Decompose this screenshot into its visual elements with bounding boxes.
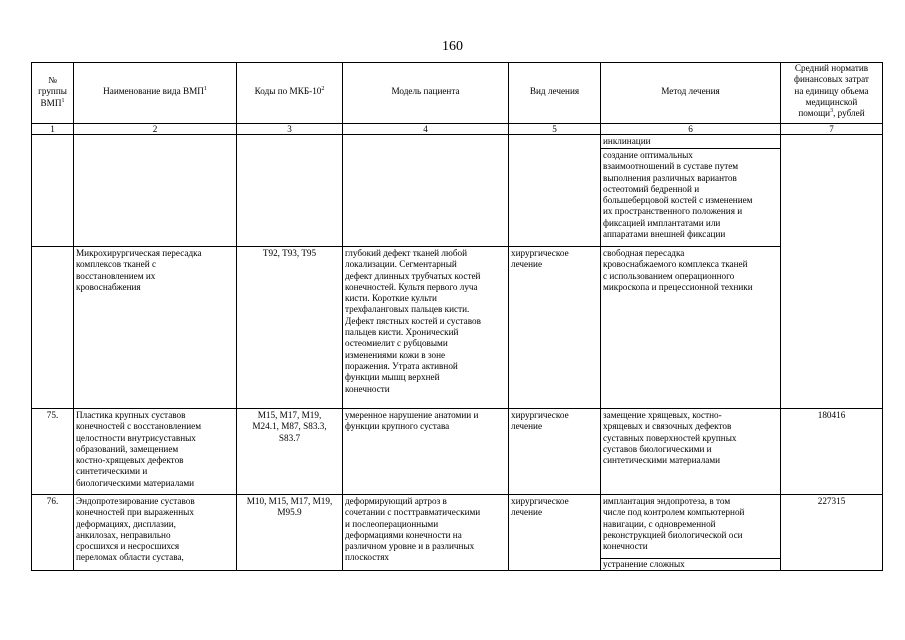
vmp-name-text: Пластика крупных суставов конечностей с восстановлением целостности внутрисуставных образований, замещением костно-хрящевых дефектов синтетическими и биологическими материалами [76,410,202,488]
method-text: инклинации [603,136,651,146]
col-divider [780,62,781,571]
icd-codes-text: T92, T93, T95 [262,248,317,258]
header-group-number: № группы ВМП$^1$ [38,75,67,108]
table-border-top [31,62,883,63]
column-number: 3 [287,124,292,134]
patient-model-text: умеренное нарушение анатомии и функции крупного сустава [345,410,479,432]
method-text: устранение сложных [603,559,685,569]
treatment-type-text: хирургическое лечение [511,496,569,518]
header-treatment-method: Метод лечения [661,86,720,96]
icd-codes-text: M10, M15, M17, M19, M95.9 [246,496,333,518]
group-number: 75. [46,410,59,420]
icd-codes-text: M15, M17, M19, M24.1, M87, S83.3, S83.7 [252,410,327,443]
patient-model-text: глубокий дефект тканей любой локализации. Сегментарный дефект длинных трубчатых костей конечностей. Культя первого луча кисти. Короткие культи трехфаланговых пальцев кисти. Дефект пястных костей и суставов пальцев кисти. Хронический остеомиелит с рубцовыми изменениями кожи в зоне поражения. Утрата активной функции мышц верхней конечности [345,248,481,394]
patient-model-text: деформирующий артроз в сочетании с посттравматическими и послеоперационными деформациями конечности на различном уровне и в различных плоскостях [345,496,481,563]
page-number: 160 [442,39,463,54]
cost-value: 227315 [817,496,846,506]
method-divider [600,148,780,149]
table-border-right [882,62,883,571]
header-vmp-name: Наименование вида ВМП$^1$ [103,85,207,96]
header-cost-norm: Средний норматив финансовых затрат на единицу объема медицинской помощи$^3$, рублей [794,63,869,119]
method-text: создание оптимальных взаимоотношений в суставе путем выполнения различных вариантов остеотомий бедренной и большеберцовой костей с изменением их пространственного положения и фиксацией имплантатами или аппаратами внешней фиксации [603,150,753,240]
column-number: 5 [552,124,557,134]
column-number: 7 [829,124,834,134]
table-border-left [31,62,32,571]
row-divider [31,408,883,409]
method-text: имплантация эндопротеза, в том числе под контролем компьютерной навигации, с одновременной реконструкцией биологической оси конечности [603,496,745,552]
col-divider [508,62,509,571]
header-patient-model: Модель пациента [391,86,460,96]
column-number: 2 [152,124,158,134]
method-text: замещение хрящевых, костно- хрящевых и связочных дефектов суставных поверхностей крупных суставов биологическими и синтетическими материалами [603,410,737,466]
method-text: свободная пересадка кровоснабжаемого комплекса тканей с использованием операционного микроскопа и прецессионной техники [603,248,753,292]
vmp-name-text: Эндопротезирование суставов конечностей при выраженных деформациях, дисплазии, анкилозах, неправильно сросшихся и несросшихся переломах области сустава, [76,496,195,563]
vmp-name-text: Микрохирургическая пересадка комплексов тканей с восстановлением их кровоснабжения [76,248,202,292]
header-treatment-type: Вид лечения [529,86,580,96]
col-divider [342,62,343,571]
col-divider [600,62,601,571]
row-divider [31,494,883,495]
cost-value: 180416 [817,410,846,420]
row-divider [31,246,780,247]
col-divider [73,62,74,571]
treatment-type-text: хирургическое лечение [511,248,569,270]
col-divider [236,62,237,571]
column-number: 6 [688,124,693,134]
vmp-table [31,62,883,571]
header-icd-codes: Коды по МКБ-$10^2$ [254,85,325,96]
treatment-type-text: хирургическое лечение [511,410,569,432]
group-number: 76. [46,496,59,506]
column-number: 1 [50,124,55,134]
column-number: 4 [423,124,428,134]
